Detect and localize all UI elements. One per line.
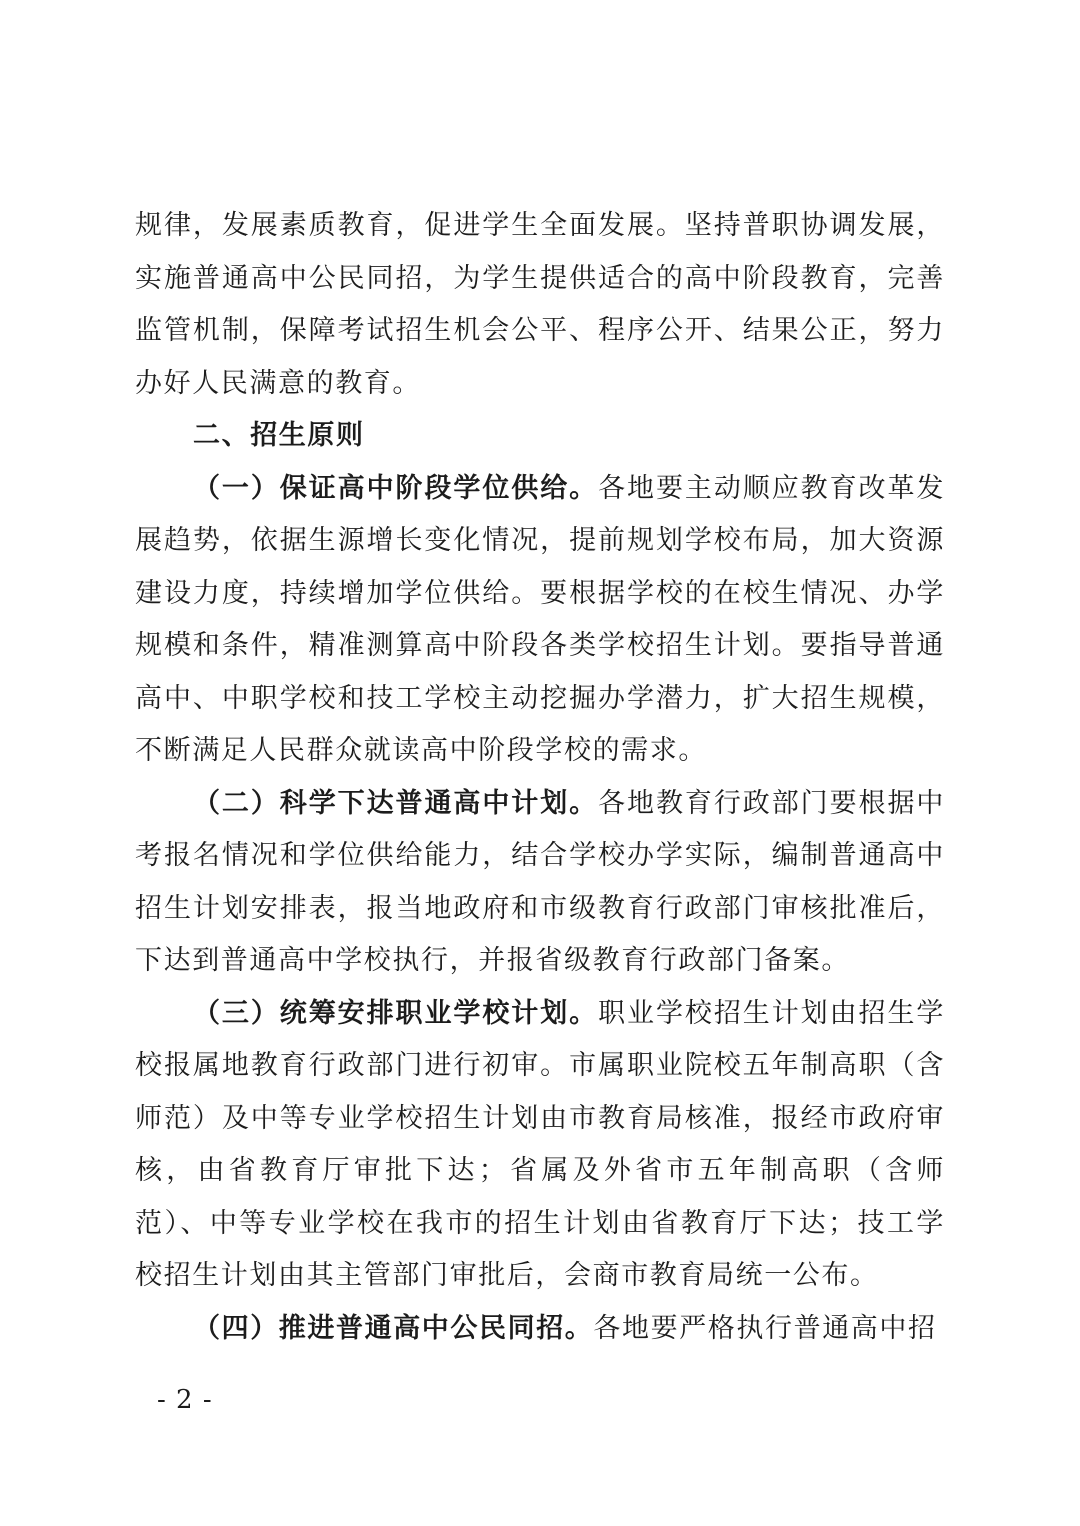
item-3-body: 职业学校招生计划由招生学校报属地教育行政部门进行初审。市属职业院校五年制高职（含师范）及中等专业学校招生计划由市教育局核准，报经市政府审核，由省教育厅审批下达；省属及外省市五年制高职（含师范）、中等专业学校在我市的招生计划由省教育厅下达；技工学校招生计划由其主管部门审批后，会商市教育局统一公布。 xyxy=(135,997,946,1291)
item-paragraph-3 xyxy=(135,988,945,1303)
item-paragraph-4 xyxy=(135,1303,945,1356)
item-paragraph-1 xyxy=(135,463,945,778)
item-1-lead: （一）保证高中阶段学位供给。 xyxy=(193,472,599,504)
item-2-body: 各地教育行政部门要根据中考报名情况和学位供给能力，结合学校办学实际，编制普通高中招生计划安排表，报当地政府和市级教育行政部门审核批准后，下达到普通高中学校执行，并报省级教育行政部门备案。 xyxy=(135,787,946,976)
item-paragraph-2 xyxy=(135,778,945,988)
item-3-lead: （三）统筹安排职业学校计划。 xyxy=(193,997,599,1029)
paragraph-continuation: 规律，发展素质教育，促进学生全面发展。坚持普职协调发展，实施普通高中公民同招，为学生提供适合的高中阶段教育，完善监管机制，保障考试招生机会公平、程序公开、结果公正，努力办好人民满意的教育。 xyxy=(135,210,945,399)
item-4-lead: （四）推进普通高中公民同招。 xyxy=(193,1312,594,1344)
item-4-body: 各地要严格执行普通高中招 xyxy=(593,1312,937,1344)
item-2-lead: （二）科学下达普通高中计划。 xyxy=(193,787,599,819)
section-heading: 二、招生原则 xyxy=(193,420,365,451)
page-number: - 2 - xyxy=(157,1385,213,1415)
item-1-body: 各地要主动顺应教育改革发展趋势，依据生源增长变化情况，提前规划学校布局，加大资源建设力度，持续增加学位供给。要根据学校的在校生情况、办学规模和条件，精准测算高中阶段各类学校招生计划。要指导普通高中、中职学校和技工学校主动挖掘办学潜力，扩大招生规模，不断满足人民群众就读高中阶段学校的需求。 xyxy=(135,472,946,766)
document-body xyxy=(135,200,945,1355)
